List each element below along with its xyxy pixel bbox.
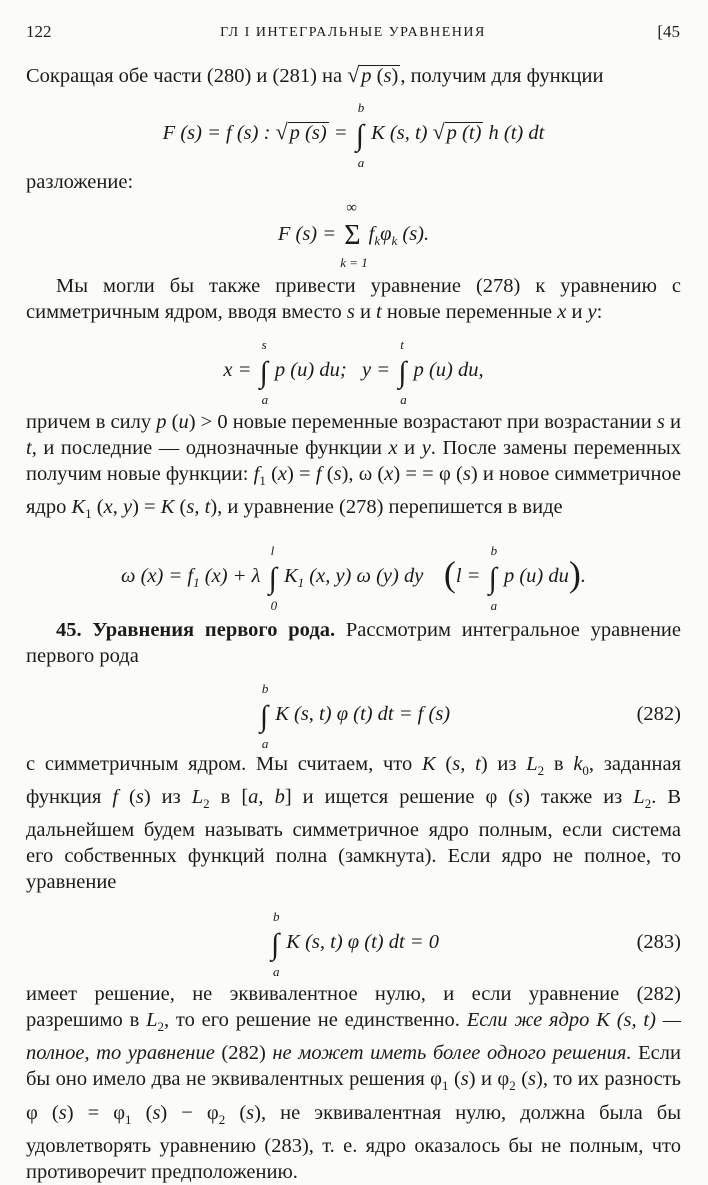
equation-number-282: (282) — [636, 703, 681, 726]
paragraph-6: с симметричным ядром. Мы считаем, что K (s, t) из $L_2$ в $k_0$, заданная функция f (s) из $L_2$ в [a, b] и ищется решение φ (s) также из $L_2$. В дальнейшем будем называть симметричное ядро полным, если система его собственных функций полна (замкнута). Если ядро не полное, то уравнение — [26, 753, 682, 894]
paragraph-2: разложение: — [26, 171, 134, 193]
section-title: 45. Уравнения первого рода. — [56, 619, 336, 642]
paragraph-1: Сокращая обе части (280) и (281) на √p (s), получим для функции — [26, 62, 604, 87]
equation-1: F (s) = f (s) : √p (s) = ∫ b a K (s, t) √p (t) h (t) dt — [162, 100, 545, 170]
equation-4: ω $(x) = f_1$ (x) + λ ∫ l 0 $K_1$ (x, y) ω (y) dy (l = ∫ b a p (u) du). — [121, 543, 586, 614]
paragraph-3: Мы могли бы также привести уравнение (278) к уравнению с симметричным ядром, вводя вместо s и t новые переменные x и y: — [26, 275, 681, 323]
paragraph-5 — [26, 617, 681, 669]
running-title: ГЛ I ИНТЕГРАЛЬНЫЕ УРАВНЕНИЯ — [220, 25, 486, 40]
paragraph-7: имеет решение, не эквивалентное нулю, и если уравнение (282) разрешимо в $L_2$, то его решение не единственно. Если же ядро K (s, t) — полное, то уравнение (282) не может иметь более одного решения. Если бы оно имело два не эквивалентных решения $\varphi_1$ (s) и $\varphi_2$ (s), то их разность φ $(s) = \varphi_1$ $(s) - \varphi_2$ (s), не эквивалентная нулю, должна была бы удовлетворять уравнению (283), т. е. ядро оказалось бы не полным, что противоречит предположению. — [26, 983, 682, 1183]
page-body — [26, 62, 681, 1185]
paragraph-4: причем в силу p (u) > 0 новые переменные возрастают при возрастании s и t, и последние — однозначные функции x и y. После замены переменных получим новые функции: $f_1$ (x) = f (s), ω (x) = = φ (s) и новое симметричное ядро $K_1$ (x, y) = K (s, t), и уравнение (278) перепишется в виде — [26, 411, 682, 522]
section-ref: [45 — [657, 22, 680, 41]
equation-number-283: (283) — [636, 931, 681, 954]
equation-3: x = ∫ s a p (u) du; y = ∫ t a p (u) du, — [223, 337, 484, 407]
page-number: 122 — [26, 22, 52, 41]
equation-2: F (s) = Σ ∞ k = 1 $f_k\varphi_k$ (s). — [277, 200, 430, 270]
equation-282: ∫ b a K (s, t) φ (t) dt = f (s) (282) — [259, 681, 681, 752]
paragraph-5-text: Рассмотрим интегральное уравнение первого рода — [26, 619, 681, 668]
page-header — [26, 22, 680, 44]
equation-283: ∫ b a K (s, t) φ (t) dt = 0 (283) — [270, 909, 681, 980]
